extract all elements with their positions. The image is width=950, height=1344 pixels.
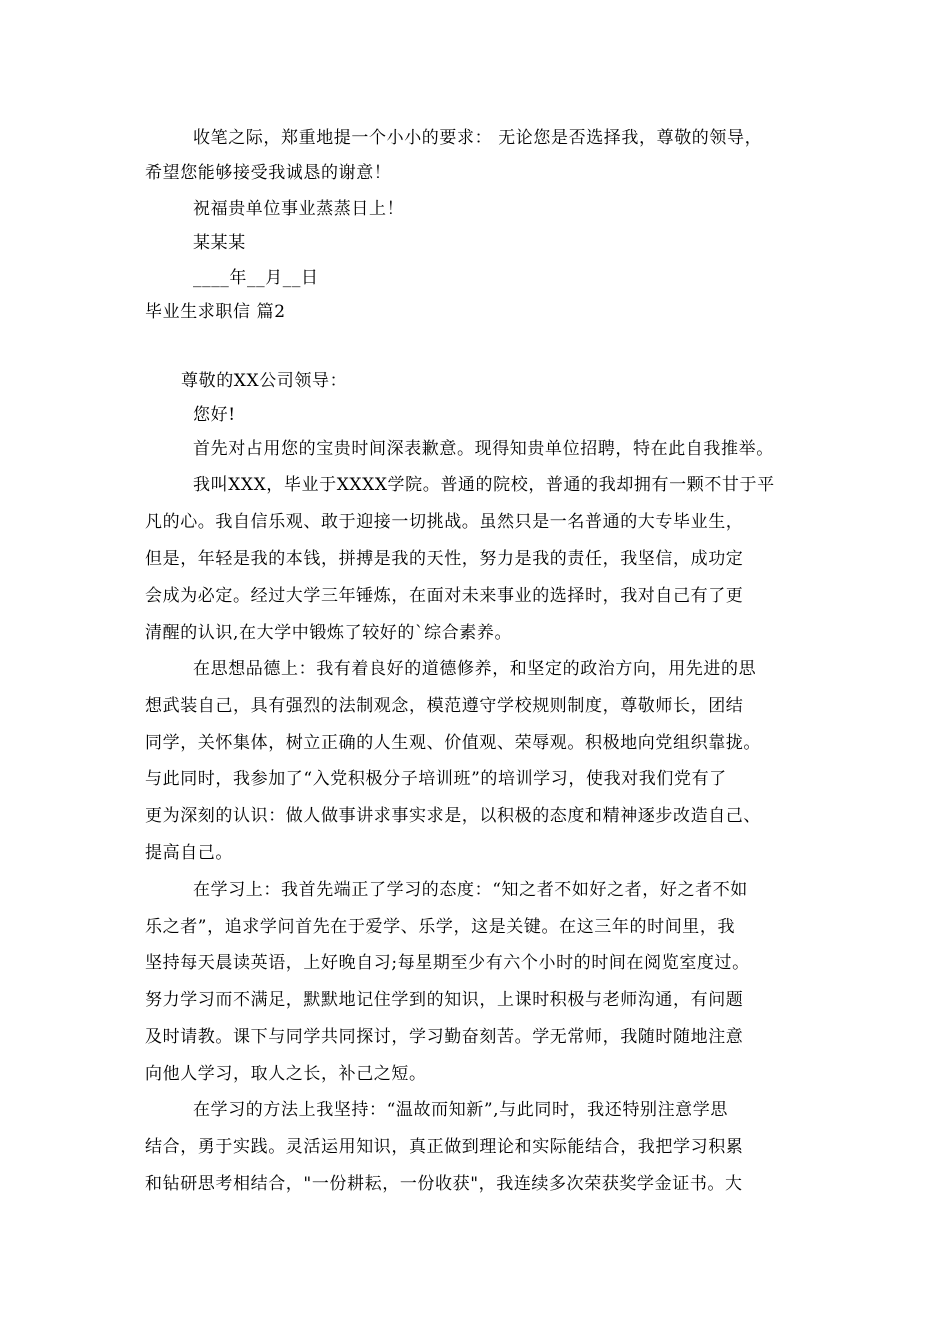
salutation: 尊敬的XX公司领导： bbox=[181, 371, 348, 391]
paragraph-2-line-5: 清醒的认识,在大学中锻炼了较好的`综合素养。 bbox=[145, 623, 513, 643]
paragraph-5-line-2: 结合，勇于实践。灵活运用知识，真正做到理论和实际能结合，我把学习积累 bbox=[145, 1137, 744, 1157]
closing-wish: 祝福贵单位事业蒸蒸日上！ bbox=[193, 199, 405, 219]
paragraph-4-line-4: 努力学习而不满足，默默地记住学到的知识，上课时积极与老师沟通，有问题 bbox=[145, 990, 744, 1010]
paragraph-3-line-4: 与此同时，我参加了“入党积极分子培训班”的培训学习，使我对我们党有了 bbox=[145, 769, 727, 789]
paragraph-4-line-1: 在学习上：我首先端正了学习的态度：“知之者不如好之者，好之者不如 bbox=[193, 880, 748, 900]
closing-line-2: 希望您能够接受我诚恳的谢意！ bbox=[145, 163, 392, 183]
paragraph-2-line-2: 凡的心。我自信乐观、敢于迎接一切挑战。虽然只是一名普通的大专毕业生， bbox=[145, 512, 744, 532]
paragraph-4-line-3: 坚持每天晨读英语，上好晚自习;每星期至少有六个小时的时间在阅览室度过。 bbox=[145, 953, 750, 973]
paragraph-2-line-4: 会成为必定。经过大学三年锤炼，在面对未来事业的选择时，我对自己有了更 bbox=[145, 586, 744, 606]
signature: 某某某 bbox=[193, 233, 246, 253]
paragraph-3-line-1: 在思想品德上：我有着良好的道德修养，和坚定的政治方向，用先进的思 bbox=[193, 659, 757, 679]
paragraph-4-line-2: 乐之者”，追求学问首先在于爱学、乐学，这是关键。在这三年的时间里，我 bbox=[145, 917, 736, 937]
paragraph-4-line-5: 及时请教。课下与同学共同探讨，学习勤奋刻苦。学无常师，我随时随地注意 bbox=[145, 1027, 744, 1047]
date-line: ____年__月__日 bbox=[193, 268, 319, 288]
paragraph-3-line-3: 同学，关怀集体，树立正确的人生观、价值观、荣辱观。积极地向党组织靠拢。 bbox=[145, 733, 761, 753]
closing-line-1: 收笔之际，郑重地提一个小小的要求： 无论您是否选择我，尊敬的领导， bbox=[193, 128, 763, 148]
paragraph-3-line-2: 想武装自己，具有强烈的法制观念，模范遵守学校规则制度，尊敬师长，团结 bbox=[145, 696, 744, 716]
paragraph-4-line-6: 向他人学习，取人之长，补己之短。 bbox=[145, 1064, 427, 1084]
paragraph-3-line-6: 提高自己。 bbox=[145, 843, 233, 863]
paragraph-5-line-3: 和钻研思考相结合，"一份耕耘，一份收获"，我连续多次荣获奖学金证书。大 bbox=[145, 1174, 743, 1194]
paragraph-1-line-1: 首先对占用您的宝贵时间深表歉意。现得知贵单位招聘，特在此自我推举。 bbox=[193, 439, 774, 459]
greeting: 您好! bbox=[193, 405, 236, 425]
paragraph-5-line-1: 在学习的方法上我坚持：“温故而知新”,与此同时，我还特别注意学思 bbox=[193, 1100, 728, 1120]
paragraph-2-line-3: 但是，年轻是我的本钱，拼搏是我的天性，努力是我的责任，我坚信，成功定 bbox=[145, 549, 744, 569]
paragraph-2-line-1: 我叫XXX，毕业于XXXX学院。普通的院校，普通的我却拥有一颗不甘于平 bbox=[193, 475, 775, 495]
section-title: 毕业生求职信 篇2 bbox=[145, 302, 286, 322]
paragraph-3-line-5: 更为深刻的认识：做人做事讲求事实求是，以积极的态度和精神逐步改造自己、 bbox=[145, 806, 761, 826]
